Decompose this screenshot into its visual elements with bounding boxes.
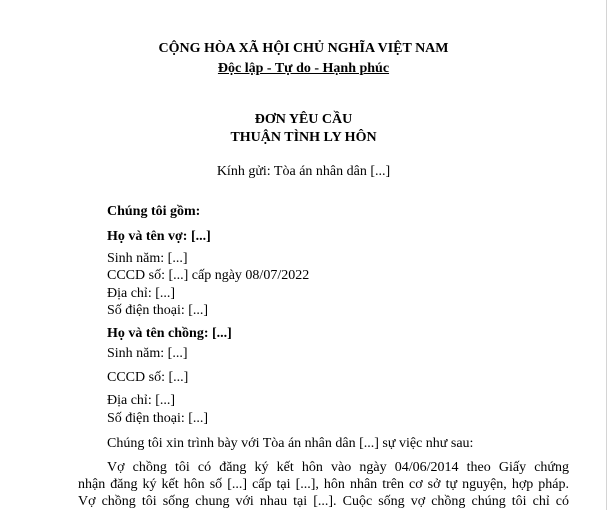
wife-heading: Họ và tên vợ: [...] — [107, 229, 211, 244]
motto-wrapper — [0, 60, 607, 78]
document-title-line2: THUẬN TÌNH LY HÔN — [230, 130, 377, 145]
we-include-label: Chúng tôi gồm: — [107, 204, 201, 219]
husband-phone: Số điện thoại: [...] — [107, 411, 209, 426]
document-title-line1: ĐƠN YÊU CẦU — [254, 112, 353, 127]
wife-birth-year: Sinh năm: [...] — [107, 251, 188, 266]
wife-address: Địa chỉ: [...] — [107, 286, 176, 301]
national-title: CỘNG HÒA XÃ HỘI CHỦ NGHĨA VIỆT NAM — [158, 41, 449, 56]
addressee: Kính gửi: Tòa án nhân dân [...] — [216, 164, 391, 179]
husband-id-card: CCCD số: [...] — [107, 370, 189, 385]
motto: Độc lập - Tự do - Hạnh phúc — [217, 61, 390, 76]
body-intro: Chúng tôi xin trình bày với Tòa án nhân dân [...] sự việc như sau: — [107, 436, 474, 451]
wife-id-card: CCCD số: [...] cấp ngày 08/07/2022 — [107, 268, 310, 283]
wife-phone: Số điện thoại: [...] — [107, 303, 209, 318]
husband-address: Địa chỉ: [...] — [107, 393, 176, 408]
body-paragraph-line3: Vợ chồng tôi sống chung với nhau tại [...]. Cuộc sống vợ chồng chúng tôi chỉ có — [78, 494, 569, 509]
husband-heading: Họ và tên chồng: [...] — [107, 326, 232, 341]
body-paragraph-line1: Vợ chồng tôi có đăng ký kết hôn vào ngày 04/06/2014 theo Giấy chứng — [107, 460, 569, 475]
husband-birth-year: Sinh năm: [...] — [107, 346, 188, 361]
body-paragraph-line2: nhận đăng ký kết hôn số [...] cấp tại [...], hôn nhân trên cơ sở tự nguyện, hợp pháp. — [78, 477, 569, 492]
